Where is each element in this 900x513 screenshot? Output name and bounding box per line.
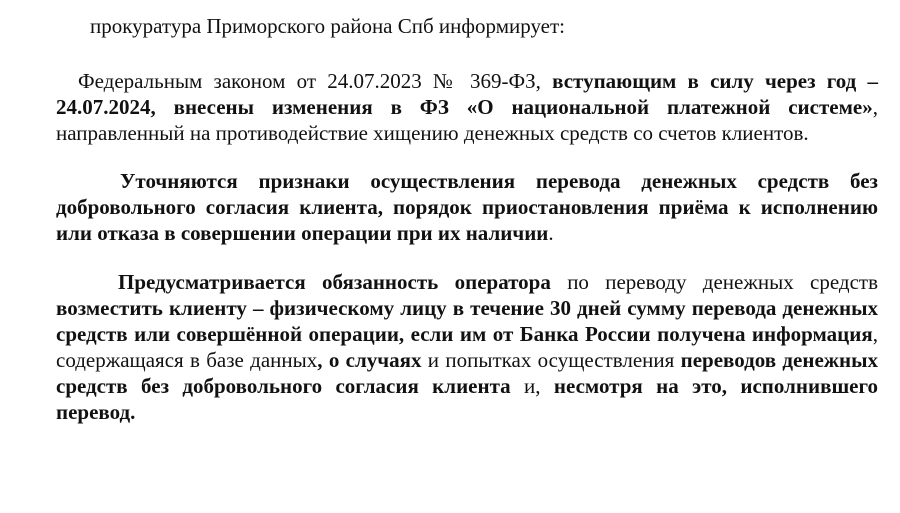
text-segment: Федеральным законом от 24.07.2023 № 369-ФЗ, [78,69,553,93]
text-segment: , направленный на противодействие хищению денежных средств со счетов клиентов. [56,95,878,145]
bold-segment: , о случаях [317,348,422,372]
bold-segment: Предусматривается обязанность оператора [118,270,551,294]
text-segment: . [548,221,554,245]
bold-segment: вступающим в силу через год – 24.07.2024, внесены изменения в ФЗ «О национальной платежной системе» [56,69,878,119]
bold-segment: Уточняются признаки осуществления перевода денежных средств без добровольного согласия клиента, порядок приостановления приёма к исполнению или отказа в совершении операции при их наличии [56,169,878,245]
paragraph-operator-obligation [56,269,878,425]
header-line: прокуратура Приморского района Спб информирует: [90,14,566,38]
bold-segment: несмотря на это, исполнившего перевод. [56,374,879,424]
text-segment: и, [510,374,554,398]
paragraph-transfer-signs [56,168,878,246]
bold-segment: переводов денежных средств без добровольного согласия клиента [56,348,879,398]
text-segment: и попытках осуществления [421,348,681,372]
text-segment: по переводу денежных средств [550,270,878,294]
paragraph-law-changes [56,68,878,146]
text-segment: , содержащаяся в базе данных [56,322,878,372]
bold-segment: возместить клиенту – физическому лицу в течение 30 дней сумму перевода денежных средств или совершённой операции, если им от Банка России получена информация [56,296,878,346]
